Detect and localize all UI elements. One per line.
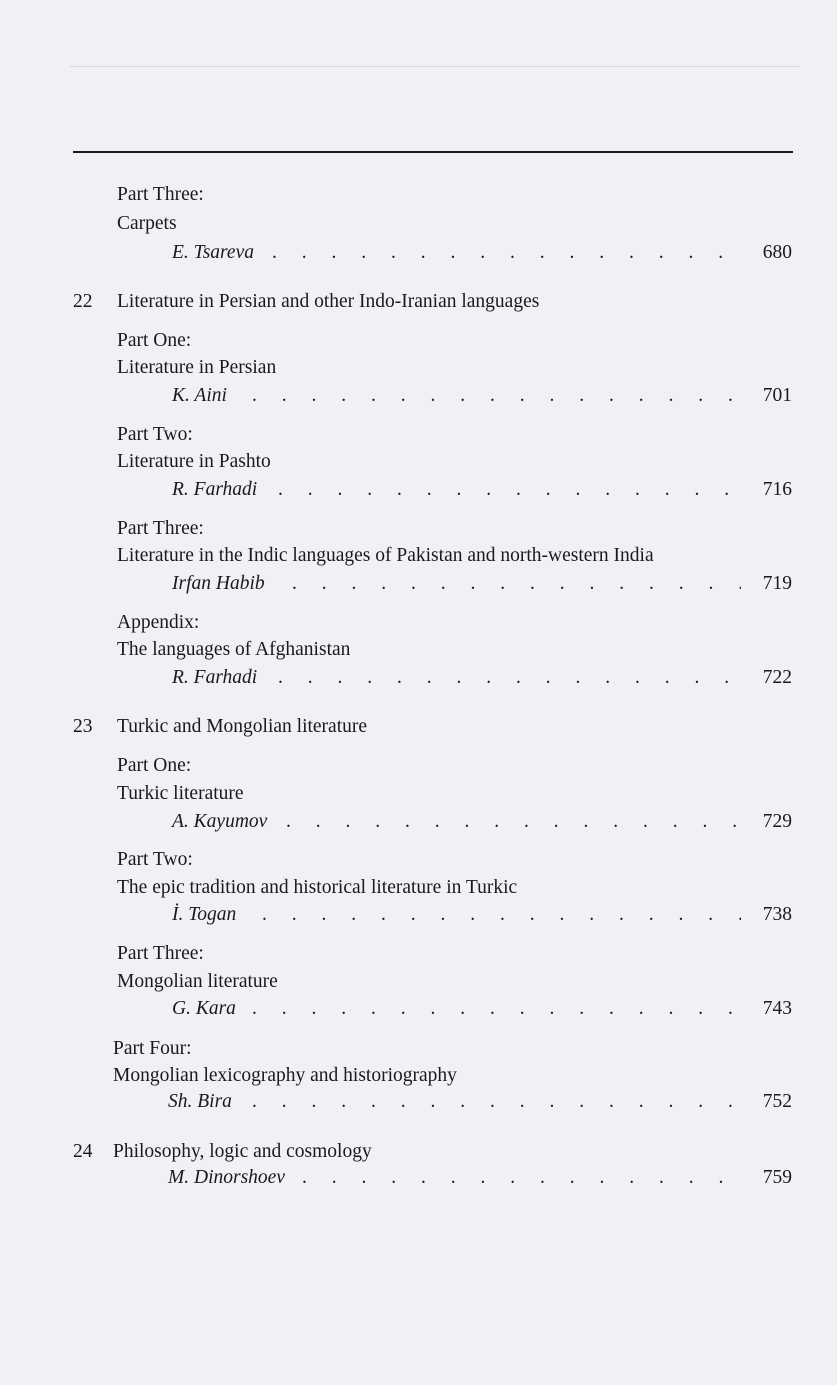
author: G. Kara xyxy=(172,998,236,1019)
section-title: The epic tradition and historical literature in Turkic xyxy=(117,877,518,898)
page-number: 738 xyxy=(762,904,792,925)
page-number: 719 xyxy=(762,573,792,594)
section-title: Mongolian lexicography and historiography xyxy=(113,1065,457,1086)
part-label: Part One: xyxy=(117,330,192,351)
page-number: 759 xyxy=(762,1167,792,1188)
part-label: Part Three: xyxy=(117,943,204,964)
part-label: Appendix: xyxy=(117,612,200,633)
leader-dots xyxy=(252,384,741,408)
part-label: Part Two: xyxy=(117,849,193,870)
chapter-number: 22 xyxy=(73,291,93,312)
author: İ. Togan xyxy=(172,904,237,925)
leader-dots xyxy=(286,810,741,834)
top-faint-rule xyxy=(70,66,800,67)
section-title: Mongolian literature xyxy=(117,971,278,992)
leader-dots xyxy=(278,478,741,502)
leader-dots xyxy=(278,666,741,690)
leader-dots xyxy=(302,1166,741,1190)
author: E. Tsareva xyxy=(172,242,254,263)
part-label: Part One: xyxy=(117,755,192,776)
leader-dots xyxy=(252,1090,741,1114)
header-rule xyxy=(73,151,793,153)
page-number: 722 xyxy=(762,667,792,688)
author: A. Kayumov xyxy=(172,811,268,832)
chapter-number: 24 xyxy=(73,1141,93,1162)
leader-dots xyxy=(262,903,741,927)
page-number: 729 xyxy=(762,811,792,832)
author: R. Farhadi xyxy=(172,479,258,500)
leader-dots xyxy=(252,997,741,1021)
section-title: Turkic literature xyxy=(117,783,244,804)
part-label: Part Two: xyxy=(117,424,193,445)
part-label: Part Three: xyxy=(117,518,204,539)
author: Irfan Habib xyxy=(172,573,265,594)
section-title: The languages of Afghanistan xyxy=(117,639,351,660)
section-title: Literature in Persian xyxy=(117,357,277,378)
section-title: Literature in the Indic languages of Pakistan and north-western India xyxy=(117,545,654,566)
page-number: 752 xyxy=(762,1091,792,1112)
page-number: 743 xyxy=(762,998,792,1019)
leader-dots xyxy=(272,241,741,265)
part-label: Part Three: xyxy=(117,184,204,205)
section-title: Carpets xyxy=(117,213,177,234)
author: M. Dinorshoev xyxy=(168,1167,285,1188)
page-number: 680 xyxy=(762,242,792,263)
author: R. Farhadi xyxy=(172,667,258,688)
page-number: 716 xyxy=(762,479,792,500)
author: K. Aini xyxy=(172,385,227,406)
leader-dots xyxy=(292,572,741,596)
chapter-title: Literature in Persian and other Indo-Iranian languages xyxy=(117,291,540,312)
section-title: Literature in Pashto xyxy=(117,451,271,472)
chapter-title: Turkic and Mongolian literature xyxy=(117,716,368,737)
page-number: 701 xyxy=(762,385,792,406)
author: Sh. Bira xyxy=(168,1091,232,1112)
part-label: Part Four: xyxy=(113,1038,192,1059)
chapter-number: 23 xyxy=(73,716,93,737)
chapter-title: Philosophy, logic and cosmology xyxy=(113,1141,372,1162)
